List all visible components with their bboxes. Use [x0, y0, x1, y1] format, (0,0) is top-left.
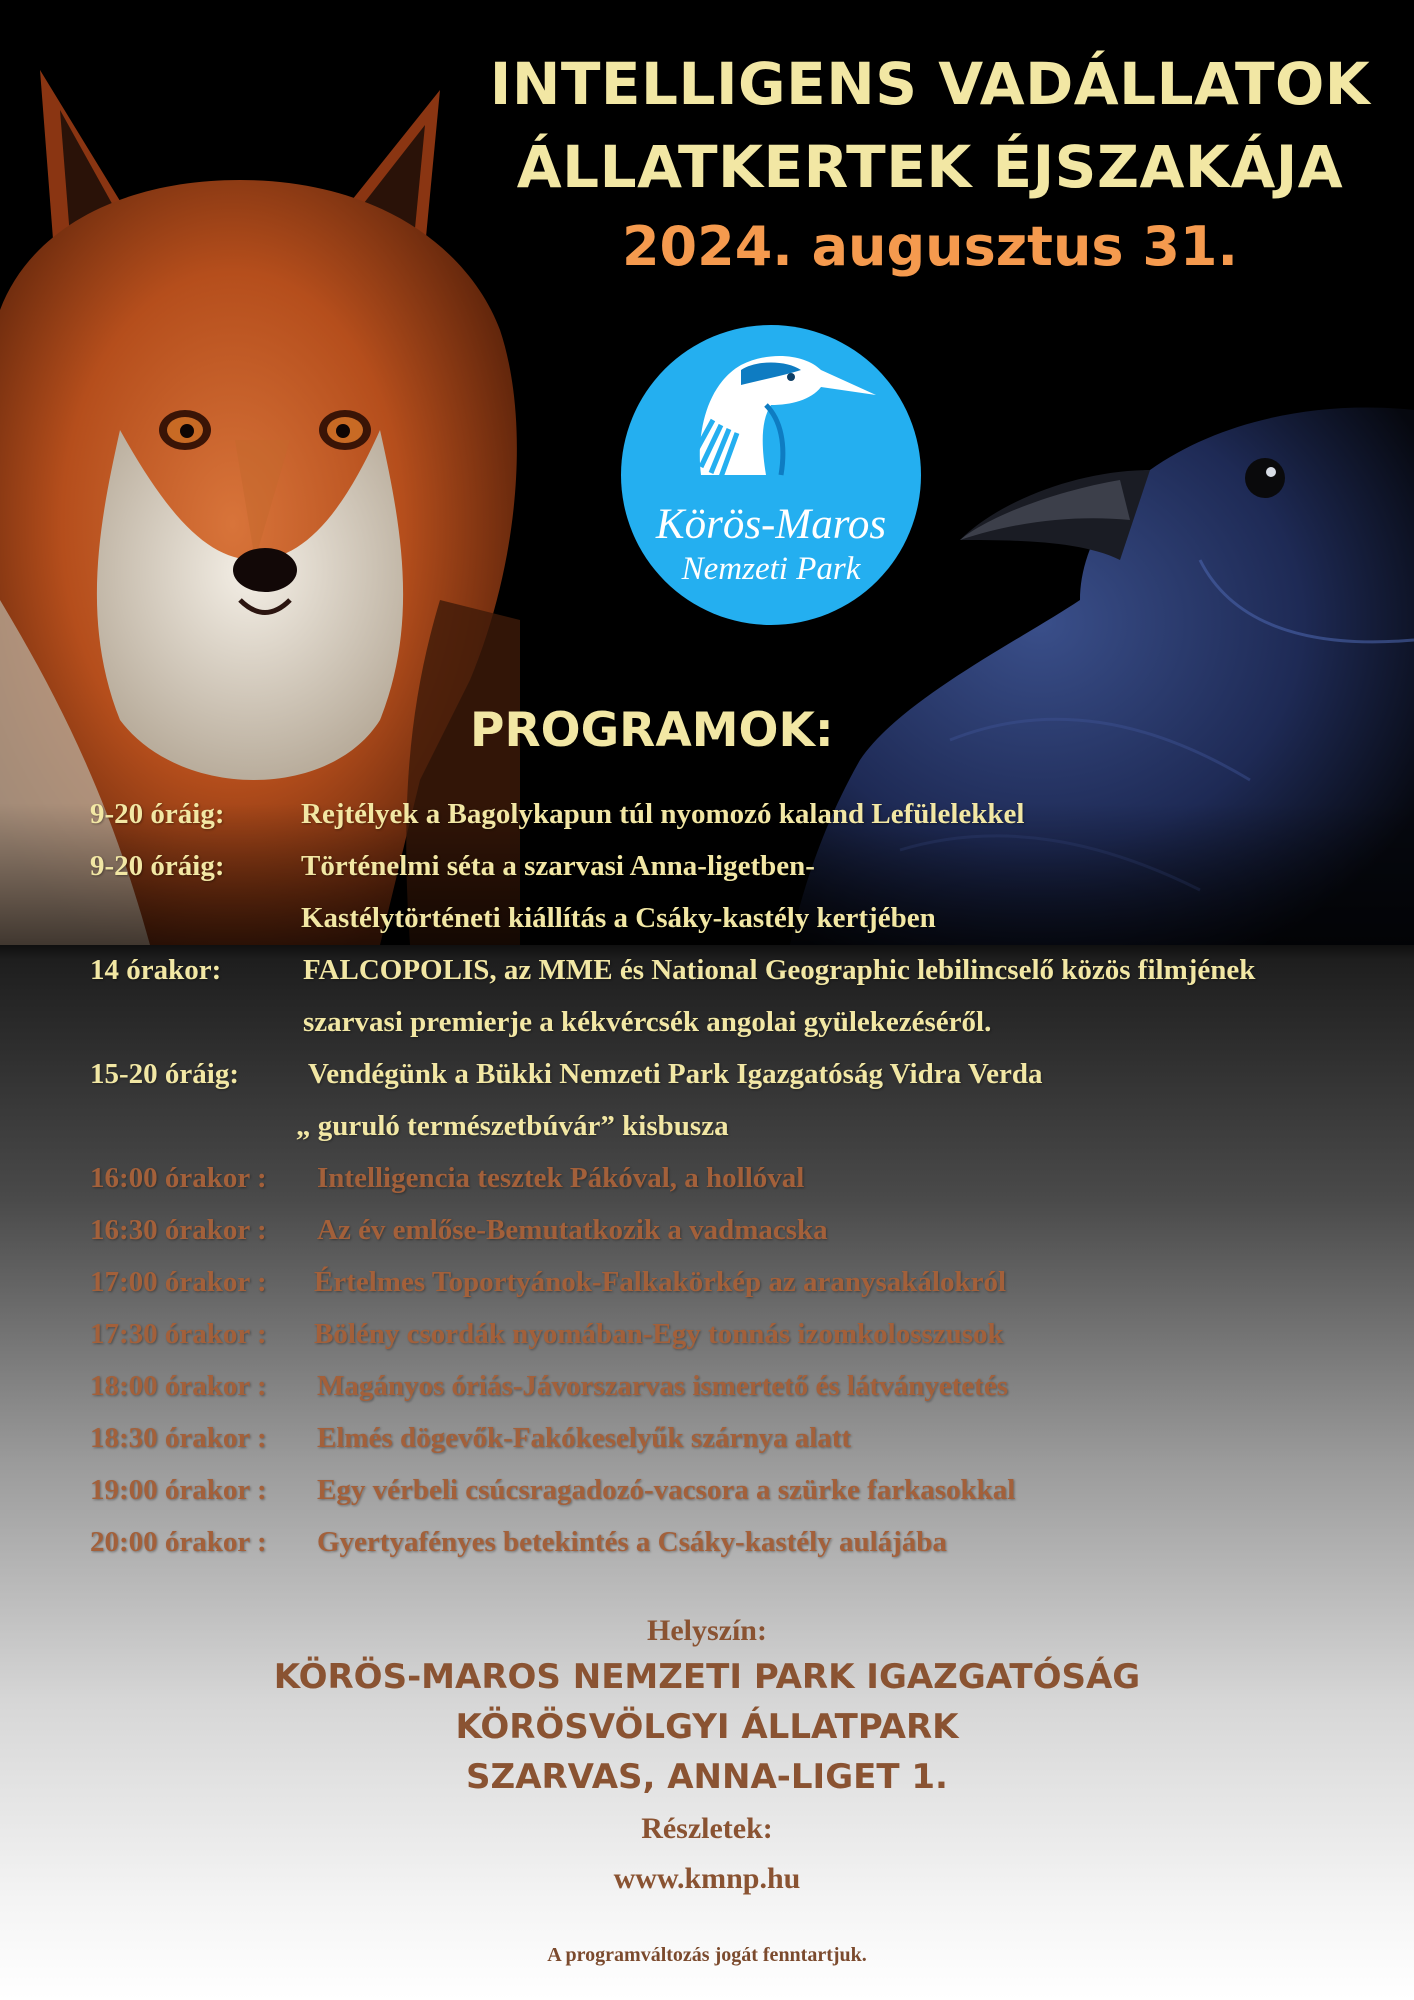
program-time: 9-20 óráig:	[90, 798, 225, 830]
program-desc: Magányos óriás-Jávorszarvas ismertető és látványetetés	[317, 1370, 1008, 1402]
program-desc: Kastélytörténeti kiállítás a Csáky-kastély kertjében	[301, 902, 936, 934]
program-desc: szarvasi premierje a kékvércsék angolai gyülekezéséről.	[303, 1006, 992, 1038]
program-desc: Az év emlőse-Bemutatkozik a vadmacska	[317, 1214, 828, 1246]
program-desc: FALCOPOLIS, az MME és National Geographic lebilincselő közös filmjének	[303, 954, 1256, 986]
program-desc: Történelmi séta a szarvasi Anna-ligetben-	[301, 850, 815, 882]
event-date: 2024. augusztus 31.	[621, 215, 1239, 278]
program-desc: Intelligencia tesztek Pákóval, a hollóval	[317, 1162, 805, 1194]
program-desc: Rejtélyek a Bagolykapun túl nyomozó kaland Lefülelekkel	[301, 798, 1025, 830]
logo-subtitle: Nemzeti Park	[681, 551, 861, 587]
program-desc: Egy vérbeli csúcsragadozó-vacsora a szürke farkasokkal	[317, 1474, 1016, 1506]
program-time: 20:00 órakor :	[90, 1526, 267, 1558]
program-time: 14 órakor:	[90, 954, 222, 986]
details-label: Részletek:	[641, 1812, 773, 1845]
program-time: 16:00 órakor :	[90, 1162, 267, 1194]
event-title-line1: INTELLIGENS VADÁLLATOK	[489, 50, 1371, 118]
program-time: 18:00 órakor :	[90, 1370, 267, 1402]
program-desc: Elmés dögevők-Fakókeselyűk szárnya alatt	[317, 1422, 852, 1454]
program-time: 19:00 órakor :	[90, 1474, 267, 1506]
program-desc: Értelmes Toportyánok-Falkakörkép az aranysakálokról	[314, 1266, 1007, 1298]
program-time: 17:00 órakor :	[90, 1266, 267, 1298]
programs-heading: PROGRAMOK:	[470, 703, 834, 758]
program-desc: „ guruló természetbúvár” kisbusza	[296, 1110, 729, 1142]
footer-disclaimer: A programváltozás jogát fenntartjuk.	[547, 1944, 867, 1966]
location-line2: KÖRÖSVÖLGYI ÁLLATPARK	[455, 1707, 959, 1747]
program-time: 9-20 óráig:	[90, 850, 225, 882]
program-time: 16:30 órakor :	[90, 1214, 267, 1246]
program-time: 17:30 órakor :	[90, 1318, 267, 1350]
program-desc: Bölény csordák nyomában-Egy tonnás izomkolosszusok	[314, 1318, 1004, 1350]
program-desc: Vendégünk a Bükki Nemzeti Park Igazgatóság Vidra Verda	[308, 1058, 1043, 1090]
location-label: Helyszín:	[647, 1614, 767, 1647]
program-desc: Gyertyafényes betekintés a Csáky-kastély aulájába	[317, 1526, 947, 1558]
location-line3: SZARVAS, ANNA-LIGET 1.	[466, 1757, 948, 1797]
program-time: 18:30 órakor :	[90, 1422, 267, 1454]
park-logo	[621, 325, 921, 625]
location-line1: KÖRÖS-MAROS NEMZETI PARK IGAZGATÓSÁG	[273, 1657, 1141, 1697]
logo-name: Körös-Maros	[655, 501, 887, 548]
program-time: 15-20 óráig:	[90, 1058, 239, 1090]
website-link[interactable]: www.kmnp.hu	[613, 1862, 801, 1895]
event-title-line2: ÁLLATKERTEK ÉJSZAKÁJA	[516, 133, 1344, 201]
